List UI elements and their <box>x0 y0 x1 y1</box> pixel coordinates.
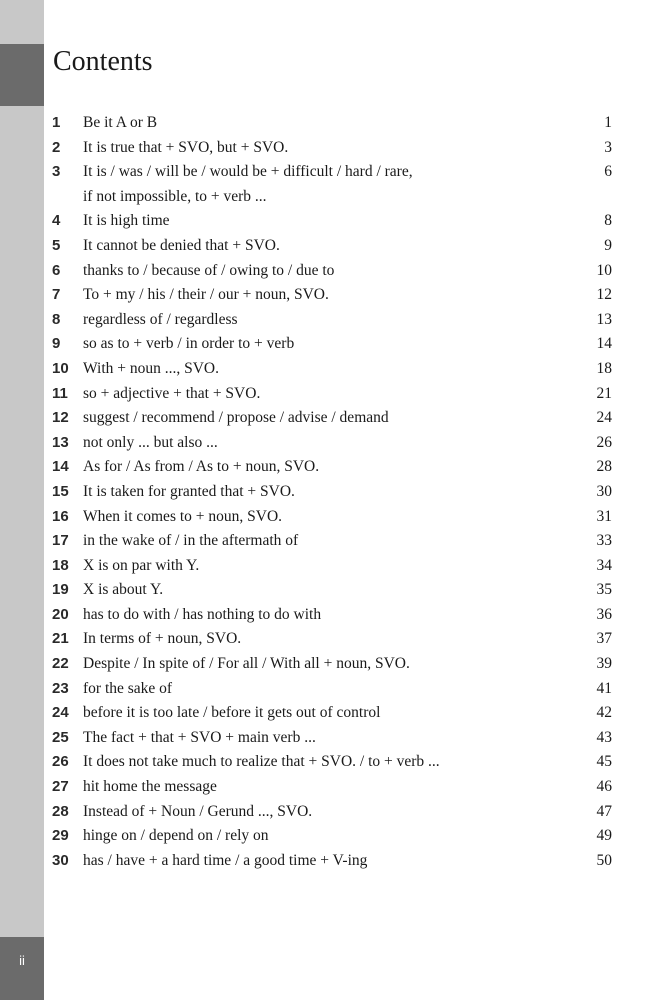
entry-page-number: 35 <box>596 581 612 599</box>
entry-title-line: As for / As from / As to + noun, SVO. <box>83 458 320 476</box>
entry-page-number: 21 <box>596 384 612 402</box>
entry-number: 29 <box>52 827 69 845</box>
entry-title-line: hinge on / depend on / rely on <box>83 827 269 845</box>
entry-page-number: 13 <box>596 310 612 328</box>
entry-page-number: 49 <box>596 827 612 845</box>
entry-title <box>83 505 612 530</box>
entry-title-line: so + adjective + that + SVO. <box>83 384 261 402</box>
entry-title-line: not only ... but also ... <box>83 433 218 451</box>
entry-page-number: 3 <box>604 138 612 156</box>
entry-page-number: 10 <box>596 261 612 279</box>
entry-page-number: 45 <box>596 753 612 771</box>
entry-page-number: 14 <box>596 335 612 353</box>
entry-title-continuation: if not impossible, to + verb ... <box>83 187 267 205</box>
entry-title <box>83 431 612 456</box>
entry-page-number: 6 <box>604 163 612 181</box>
entry-number: 2 <box>52 138 61 156</box>
entry-title <box>83 455 612 480</box>
entry-title-line: has / have + a hard time / a good time + V-ing <box>83 851 368 869</box>
entry-title <box>83 406 612 431</box>
entry-title-line: In terms of + noun, SVO. <box>83 630 242 648</box>
toc-entry-17[interactable] <box>52 529 612 554</box>
entry-page-number: 12 <box>596 286 612 304</box>
entry-page-number: 36 <box>596 605 612 623</box>
entry-number: 5 <box>52 236 61 254</box>
entry-number: 14 <box>52 458 69 476</box>
toc-entry-7[interactable] <box>52 283 612 308</box>
entry-title <box>83 480 612 505</box>
entry-number: 16 <box>52 507 69 525</box>
entry-number: 8 <box>52 310 61 328</box>
entry-title-line: It cannot be denied that + SVO. <box>83 236 280 254</box>
entry-title <box>83 800 612 825</box>
entry-number: 27 <box>52 778 69 796</box>
entry-title <box>83 234 612 259</box>
entry-number: 7 <box>52 286 61 304</box>
entry-number: 19 <box>52 581 69 599</box>
section-tab-top <box>0 44 44 106</box>
entry-page-number: 43 <box>596 728 612 746</box>
toc-entry-9[interactable] <box>52 332 612 357</box>
entry-number: 17 <box>52 532 69 550</box>
entry-title-line: X is about Y. <box>83 581 164 599</box>
entry-title-line: has to do with / has nothing to do with <box>83 605 322 623</box>
toc-entry-11[interactable] <box>52 382 612 407</box>
entry-title <box>83 259 612 284</box>
entry-number: 3 <box>52 163 61 181</box>
page-title: Contents <box>53 46 153 77</box>
entry-title <box>83 652 612 677</box>
entry-title <box>83 382 612 407</box>
toc-entry-12[interactable] <box>52 406 612 431</box>
entry-page-number: 31 <box>596 507 612 525</box>
entry-title-line: It is / was / will be / would be + difficult / hard / rare, <box>83 163 413 181</box>
entry-title <box>83 332 612 357</box>
toc-entry-2[interactable] <box>52 136 612 161</box>
entry-page-number: 34 <box>596 556 612 574</box>
entry-title <box>83 529 612 554</box>
entry-number: 4 <box>52 212 61 230</box>
entry-title-line: before it is too late / before it gets out of control <box>83 704 381 722</box>
toc-entry-25[interactable] <box>52 726 612 751</box>
entry-page-number: 8 <box>604 212 612 230</box>
entry-page-number: 30 <box>596 482 612 500</box>
entry-title <box>83 111 612 136</box>
toc-entry-27[interactable] <box>52 775 612 800</box>
toc-entry-5[interactable] <box>52 234 612 259</box>
entry-title-line: thanks to / because of / owing to / due to <box>83 261 335 279</box>
entry-number: 24 <box>52 704 69 722</box>
entry-number: 28 <box>52 802 69 820</box>
entry-page-number: 42 <box>596 704 612 722</box>
side-margin-strip <box>0 0 44 1000</box>
entry-title <box>83 603 612 628</box>
entry-number: 12 <box>52 409 69 427</box>
toc-entry-21[interactable] <box>52 627 612 652</box>
entry-title <box>83 750 612 775</box>
entry-title-line: in the wake of / in the aftermath of <box>83 532 299 550</box>
entry-number: 20 <box>52 605 69 623</box>
entry-title-line: so as to + verb / in order to + verb <box>83 335 295 353</box>
entry-number: 30 <box>52 851 69 869</box>
entry-page-number: 9 <box>604 236 612 254</box>
toc-entry-3[interactable] <box>52 160 612 209</box>
toc-entry-16[interactable] <box>52 505 612 530</box>
entry-title-line: When it comes to + noun, SVO. <box>83 507 283 525</box>
toc-entry-29[interactable] <box>52 824 612 849</box>
toc-entry-4[interactable] <box>52 209 612 234</box>
entry-title <box>83 209 612 234</box>
section-tab-bottom <box>0 937 44 1000</box>
entry-title-line: It does not take much to realize that + SVO. / to + verb ... <box>83 753 440 771</box>
entry-title-line: It is taken for granted that + SVO. <box>83 482 295 500</box>
toc-entry-13[interactable] <box>52 431 612 456</box>
entry-page-number: 28 <box>596 458 612 476</box>
entry-number: 10 <box>52 359 69 377</box>
toc-entry-6[interactable] <box>52 259 612 284</box>
entry-title <box>83 283 612 308</box>
toc-entry-10[interactable] <box>52 357 612 382</box>
entry-title <box>83 578 612 603</box>
entry-title <box>83 849 612 874</box>
entry-title-line: suggest / recommend / propose / advise / demand <box>83 409 389 427</box>
entry-title <box>83 701 612 726</box>
entry-title-line: To + my / his / their / our + noun, SVO. <box>83 286 329 304</box>
entry-page-number: 37 <box>596 630 612 648</box>
toc-entry-22[interactable] <box>52 652 612 677</box>
entry-number: 21 <box>52 630 69 648</box>
entry-number: 13 <box>52 433 69 451</box>
entry-page-number: 1 <box>604 114 612 131</box>
entry-title <box>83 775 612 800</box>
toc-entry-20[interactable] <box>52 603 612 628</box>
entry-title-line: The fact + that + SVO + main verb ... <box>83 728 316 746</box>
toc-entry-30[interactable] <box>52 849 612 874</box>
entry-number: 6 <box>52 261 61 279</box>
entry-title <box>83 136 612 161</box>
toc-entry-1[interactable] <box>52 111 612 136</box>
toc-entry-14[interactable] <box>52 455 612 480</box>
page-folio: ii <box>19 953 25 968</box>
toc-entry-24[interactable] <box>52 701 612 726</box>
entry-title <box>83 160 612 209</box>
toc-entry-28[interactable] <box>52 800 612 825</box>
entry-title-line: regardless of / regardless <box>83 310 238 328</box>
entry-number: 1 <box>52 114 61 131</box>
entry-title-line: X is on par with Y. <box>83 556 200 574</box>
entry-title-line: hit home the message <box>83 778 217 796</box>
entry-number: 22 <box>52 655 69 673</box>
entry-page-number: 39 <box>596 655 612 673</box>
toc-entry-19[interactable] <box>52 578 612 603</box>
entry-page-number: 24 <box>596 409 612 427</box>
entry-page-number: 26 <box>596 433 612 451</box>
entry-number: 15 <box>52 482 69 500</box>
entry-title-line: It is high time <box>83 212 170 230</box>
entry-title-line: Be it A or B <box>83 114 158 131</box>
toc-entry-8[interactable] <box>52 308 612 333</box>
toc-entry-26[interactable] <box>52 750 612 775</box>
entry-title <box>83 677 612 702</box>
entry-page-number: 46 <box>596 778 612 796</box>
entry-title-line: Despite / In spite of / For all / With all + noun, SVO. <box>83 655 410 673</box>
entry-number: 9 <box>52 335 61 353</box>
entry-page-number: 47 <box>596 802 612 820</box>
entry-number: 23 <box>52 679 69 697</box>
toc-entry-15[interactable] <box>52 480 612 505</box>
entry-page-number: 50 <box>596 851 612 869</box>
entry-title <box>83 554 612 579</box>
entry-page-number: 18 <box>596 359 612 377</box>
entry-title <box>83 726 612 751</box>
table-of-contents <box>52 111 612 873</box>
entry-title-line: Instead of + Noun / Gerund ..., SVO. <box>83 802 313 820</box>
entry-title <box>83 824 612 849</box>
entry-title <box>83 308 612 333</box>
toc-entry-18[interactable] <box>52 554 612 579</box>
toc-entry-23[interactable] <box>52 677 612 702</box>
entry-title <box>83 627 612 652</box>
entry-number: 26 <box>52 753 69 771</box>
entry-page-number: 41 <box>596 679 612 697</box>
entry-title-line: It is true that + SVO, but + SVO. <box>83 138 289 156</box>
entry-number: 25 <box>52 728 69 746</box>
entry-number: 11 <box>52 384 68 402</box>
entry-title-line: With + noun ..., SVO. <box>83 359 219 377</box>
entry-page-number: 33 <box>596 532 612 550</box>
entry-title <box>83 357 612 382</box>
entry-title-line: for the sake of <box>83 679 173 697</box>
entry-number: 18 <box>52 556 69 574</box>
